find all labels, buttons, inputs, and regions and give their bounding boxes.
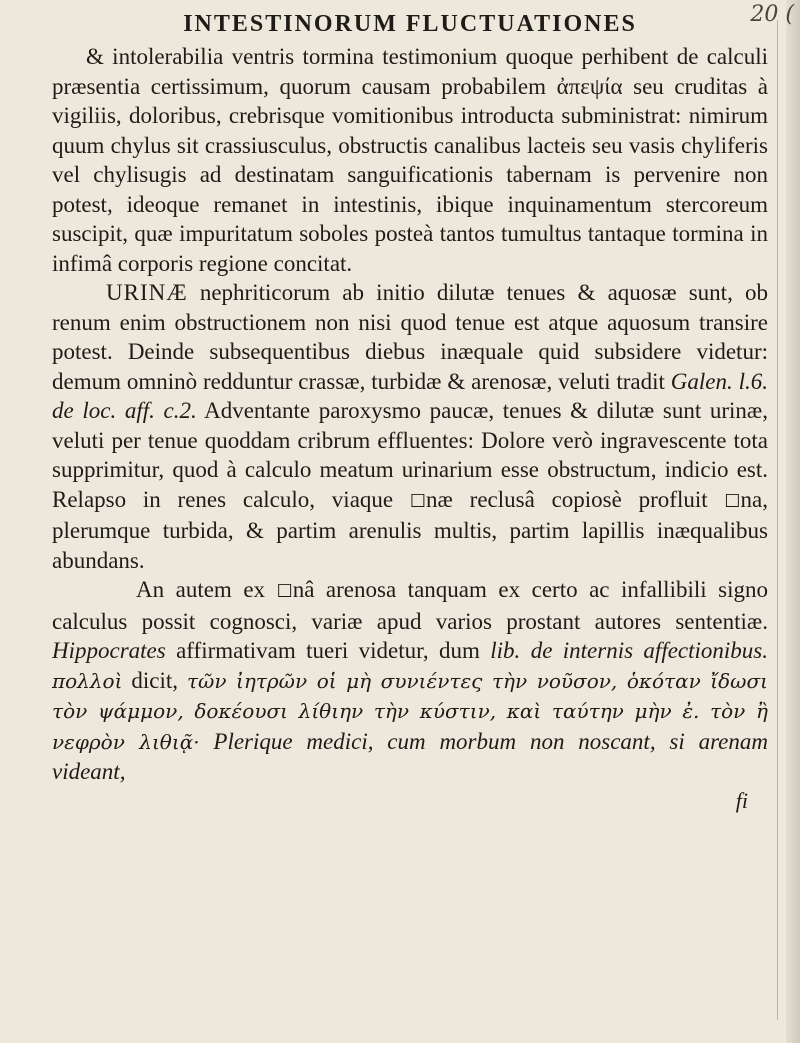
page-content (52, 8, 768, 815)
margin-note: 20 ( (750, 2, 794, 27)
page-edge (786, 0, 800, 1043)
greek-quote: τῶν ἰητρῶν οἱ μὴ συνιέντες τὴν νοῦσον, ὁκόταν ἴδωσι τὸν ψάμμον, δοκέουσι λίθιην τὴν κύστιν, καὶ ταύτην μὴν ἐ. τὸν ἢ νεφρὸν λιθιᾷ· (52, 668, 768, 754)
urine-symbol-1: ☐ (409, 490, 427, 512)
paragraph-2 (52, 278, 768, 575)
galen-citation: Galen. l.6. de loc. aff. c.2. (52, 368, 768, 423)
paragraph-3 (52, 575, 768, 787)
paragraph-1-text: & intolerabilia ventris tormina testimonium quoque perhibent de calculi præsentia certissimum, quorum causam probabilem ἀπεψία seu cruditas à vigiliis, doloribus, crebrisque vomitionibus introducta subministrat: nimirum quum chylus sit crassiusculus, obstructis canalibus lacteis seu vasis chyliferis vel chylisugis ad destinatam sanguificationis tabernam is pervenire non potest, ideoque remanet in intestinis, ibique inquinamentum stercoreum suscipit, quæ impuritatum soboles posteà tantos tumultus tantaque tormina in infimâ corporis regione concitat. (52, 44, 768, 276)
paragraph-3-part-b: nâ arenosa tanquam ex certo ac infallibili signo calculus possit cognosci, variæ apud varios prostant autores sententiæ. (52, 577, 768, 634)
paragraph-2-part-b: Adventante paroxysmo paucæ, tenues & dilutæ sunt urinæ, veluti per tenue quoddam cribrum effluentes: Dolore verò ingravescente tota supprimitur, quod à calculo meatum urinarium esse obstructum, indicio est. Relapso in renes calculo, viaque (52, 398, 768, 512)
paragraph-3-part-e: dicit, (122, 667, 187, 693)
greek-word: πολλοὶ (52, 668, 123, 693)
catchword: fi (735, 787, 748, 813)
paragraph-3-part-a: An autem ex (136, 577, 277, 602)
hippocrates-work: lib. de internis affectionibus. (490, 638, 769, 663)
paragraph-3-part-c: affirmativam tueri videtur, dum (165, 638, 491, 663)
page-rule (777, 20, 778, 1020)
paragraph-1 (52, 42, 768, 278)
paragraph-2-part-c: næ reclusâ copiosè profluit (426, 486, 725, 512)
running-head: INTESTINORUM FLUCTUATIONES (183, 11, 637, 37)
paragraph-2-part-d: na, plerumque turbida, & partim arenulis multis, partim lapillis inæqualibus abundans. (52, 486, 769, 573)
latin-translation: Plerique medici, cum morbum non noscant, si arenam videant, (52, 728, 768, 784)
urine-symbol-3: ☐ (276, 581, 293, 602)
paragraph-2-part-a: nephriticorum ab initio dilutæ tenues & aquosæ sunt, ob renum enim obstructionem non nisi quod tenue est atque aquosum transire potest. Deinde subsequentibus diebus inæquale quid subsidere videtur: demum omninò redduntur crassæ, turbidæ & arenosæ, veluti tradit (52, 280, 768, 394)
hippocrates-name: Hippocrates (52, 638, 166, 663)
urine-symbol-2: ☐ (724, 490, 741, 512)
urinae-heading: URINÆ (106, 280, 188, 305)
